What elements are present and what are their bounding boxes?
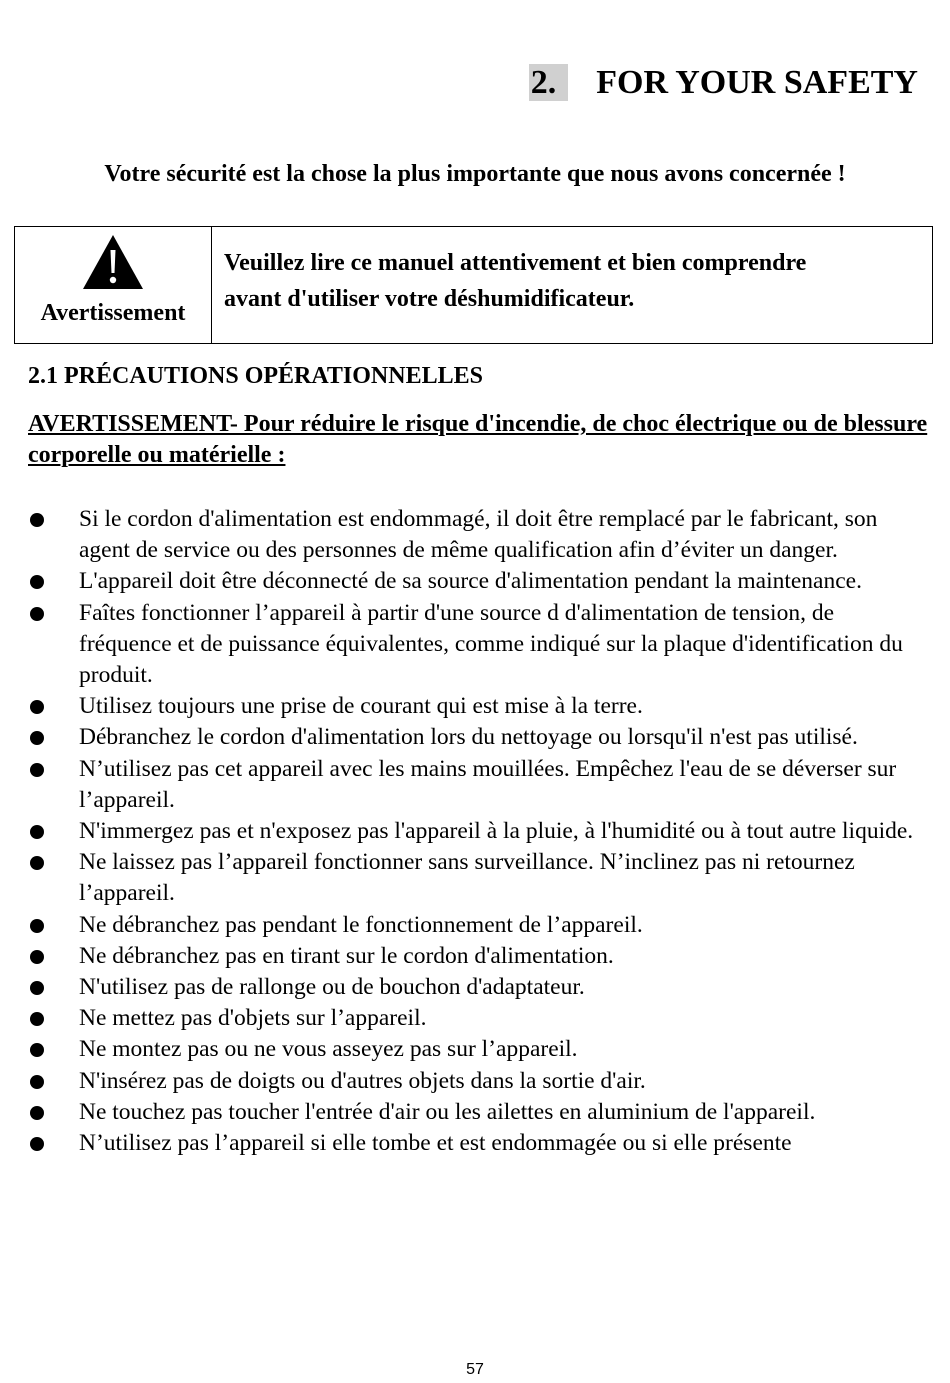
warning-message-line-2: avant d'utiliser votre déshumidificateur.: [224, 286, 635, 312]
bullet-icon: [30, 1106, 44, 1120]
bullet-icon: [30, 731, 44, 745]
page-number: 57: [466, 1361, 484, 1378]
list-item: [0, 754, 950, 816]
list-item: [0, 941, 950, 972]
list-item: [0, 598, 950, 692]
list-item: [0, 972, 950, 1003]
list-item-text: L'appareil doit être déconnecté de sa source d'alimentation pendant la maintenance.: [79, 568, 862, 595]
list-item-text: N’utilisez pas l’appareil si elle tombe et est endommagée ou si elle présente: [79, 1130, 792, 1157]
bullet-icon: [30, 1043, 44, 1057]
bullet-icon: [30, 1137, 44, 1151]
warning-label: Avertissement: [40, 300, 186, 326]
list-item: [0, 847, 950, 909]
bullet-icon: [30, 981, 44, 995]
warning-box-message: [212, 227, 932, 343]
list-item: [0, 1003, 950, 1034]
list-item: [0, 910, 950, 941]
list-item: [0, 816, 950, 847]
bullet-icon: [30, 607, 44, 621]
bullet-icon: [30, 763, 44, 777]
list-item-text: Ne débranchez pas en tirant sur le cordon d'alimentation.: [79, 942, 614, 969]
bullet-icon: [30, 575, 44, 589]
list-item-text: Ne débranchez pas pendant le fonctionnement de l’appareil.: [79, 911, 643, 938]
safety-tagline: Votre sécurité est la chose la plus importante que nous avons concernée !: [104, 161, 846, 187]
list-item-text: N'utilisez pas de rallonge ou de bouchon d'adaptateur.: [79, 974, 585, 1001]
bullet-icon: [30, 825, 44, 839]
bullet-icon: [30, 856, 44, 870]
bullet-icon: [30, 950, 44, 964]
list-item: [0, 1128, 950, 1159]
list-item-text: N’utilisez pas cet appareil avec les mains mouillées. Empêchez l'eau de se déverser sur l’appareil.: [79, 755, 897, 813]
precautions-list: [0, 504, 950, 1159]
list-item: [0, 1034, 950, 1065]
section-heading: [529, 58, 918, 108]
list-item-text: Ne mettez pas d'objets sur l’appareil.: [79, 1005, 427, 1032]
warning-box-icon-cell: [15, 227, 212, 343]
bullet-icon: [30, 1012, 44, 1026]
bullet-icon: [30, 700, 44, 714]
warning-message-line-1: Veuillez lire ce manuel attentivement et bien comprendre: [224, 250, 807, 276]
list-item: [0, 722, 950, 753]
bullet-icon: [30, 1075, 44, 1089]
list-item-text: Débranchez le cordon d'alimentation lors du nettoyage ou lorsqu'il n'est pas utilisé.: [79, 724, 858, 751]
list-item-text: Si le cordon d'alimentation est endommagé, il doit être remplacé par le fabricant, son agent de service ou des personnes de même qualification afin d’éviter un danger.: [79, 506, 878, 564]
list-item-text: Ne laissez pas l’appareil fonctionner sans surveillance. N’inclinez pas ni retournez l’appareil.: [79, 849, 855, 907]
list-item-text: Ne touchez pas toucher l'entrée d'air ou les ailettes en aluminium de l'appareil.: [79, 1098, 816, 1125]
list-item-text: N'insérez pas de doigts ou d'autres objets dans la sortie d'air.: [79, 1067, 646, 1094]
list-item-text: Utilisez toujours une prise de courant qui est mise à la terre.: [79, 693, 643, 720]
subsection-title: 2.1 PRÉCAUTIONS OPÉRATIONNELLES: [28, 363, 483, 389]
list-item: [0, 691, 950, 722]
warning-statement: AVERTISSEMENT- Pour réduire le risque d'incendie, de choc électrique ou de blessure corporelle ou matérielle :: [28, 411, 928, 468]
list-item-text: N'immergez pas et n'exposez pas l'appareil à la pluie, à l'humidité ou à tout autre liquide.: [79, 818, 914, 845]
list-item-text: Faîtes fonctionner l’appareil à partir d'une source d d'alimentation de tension, de fréquence et de puissance équivalentes, comme indiqué sur la plaque d'identification du produit.: [79, 599, 903, 689]
list-item-text: Ne montez pas ou ne vous asseyez pas sur l’appareil.: [79, 1036, 578, 1063]
list-item: [0, 504, 950, 566]
bullet-icon: [30, 513, 44, 527]
section-heading-title: FOR YOUR SAFETY: [596, 64, 918, 101]
list-item: [0, 1097, 950, 1128]
section-number: 2.: [529, 64, 569, 101]
warning-box: [14, 226, 933, 344]
list-item: [0, 1066, 950, 1097]
bullet-icon: [30, 919, 44, 933]
list-item: [0, 566, 950, 597]
warning-triangle-icon: [81, 233, 145, 291]
